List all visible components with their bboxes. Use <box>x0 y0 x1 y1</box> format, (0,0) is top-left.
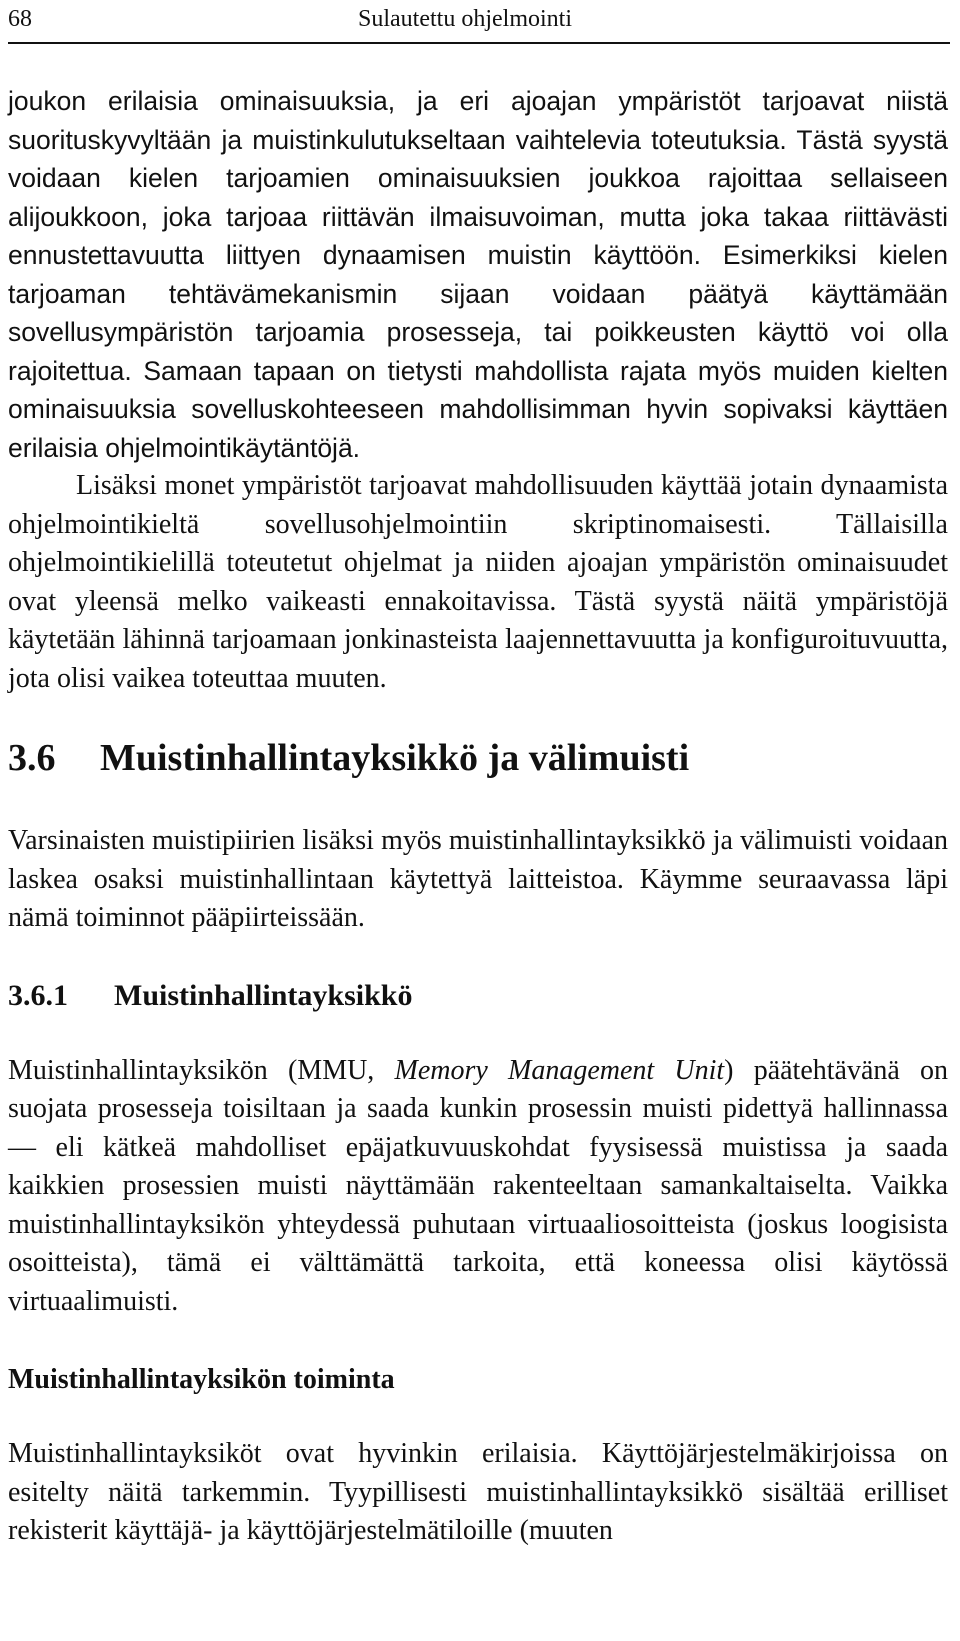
section-heading-3-6 <box>8 736 948 780</box>
mmu-text-rest: ) päätehtävänä on suojata prosesseja toisiltaan ja saada kunkin prosessin muisti pidettyä hallinnassa — eli kätkeä mahdolliset epäjatkuvuuskohdat fyysisessä muistissa ja saada kaikkien prosessien muisti näyttämään rakenteeltaan samankaltaiselta. Vaikka muistinhallintayksikön yhteydessä puhutaan virtuaaliosoitteista (joskus loogisista osoitteista), tämä ei välttämättä tarkoita, että koneessa olisi käytössä virtuaalimuisti. <box>8 1054 949 1317</box>
mmu-expansion-italic: Memory Management Unit <box>394 1054 725 1086</box>
paragraph-mmu-variety: Muistinhallintayksiköt ovat hyvinkin erilaisia. Käyttöjärjestelmäkirjoissa on esitelty näitä tarkemmin. Tyypillisesti muistinhallintayksikkö sisältää erilliset rekisterit käyttäjä- ja käyttöjärjestelmätiloille (muuten <box>8 1438 948 1546</box>
section-number: 3.6 <box>8 737 56 779</box>
paragraph-heading-mmu-operation: Muistinhallintayksikön toiminta <box>8 1364 395 1395</box>
mmu-text-start: Muistinhallintayksikön (MMU, <box>8 1054 395 1086</box>
paragraph-continuation: joukon erilaisia ominaisuuksia, ja eri ajoajan ympäristöt tarjoavat niistä suorituskyvyltään ja muistinkulutukseltaan vaihtelevia toteutuksia. Tästä syystä voidaan kielen tarjoamien ominaisuuksien joukkoa rajoittaa sellaiseen alijoukkoon, joka tarjoaa riittävän ilmaisuvoiman, mutta joka takaa riittävästi ennustettavuutta liittyen dynaamisen muistin käyttöön. Esimerkiksi kielen tarjoaman tehtävämekanismin sijaan voidaan päätyä käyttämään sovellusympäristön tarjoamia prosesseja, tai poikkeusten käyttö voi olla rajoitettua. Samaan tapaan on tietysti mahdollista rajata myös muiden kielten ominaisuuksia sovelluskohteeseen mahdollisimman hyvin sopivaksi käyttäen erilaisia ohjelmointikäytäntöjä. <box>8 86 948 463</box>
running-title: Sulautettu ohjelmointi <box>358 6 572 32</box>
running-header <box>8 0 950 44</box>
section-title: Muistinhallintayksikkö ja välimuisti <box>100 737 690 779</box>
paragraph-section-intro: Varsinaisten muistipiirien lisäksi myös muistinhallintayksikkö ja välimuisti voidaan laskea osaksi muistinhallintaan käytettyä laitteistoa. Käymme seuraavassa läpi nämä toiminnot pääpiirteissään. <box>8 825 948 933</box>
subsection-title: Muistinhallintayksikkö <box>114 978 413 1012</box>
page-number: 68 <box>8 6 32 32</box>
subsection-number: 3.6.1 <box>8 978 68 1012</box>
subsection-heading-3-6-1 <box>8 978 948 1014</box>
paragraph-scripting-environments: Lisäksi monet ympäristöt tarjoavat mahdollisuuden käyttää jotain dynaamista ohjelmointikieltä sovellusohjelmointiin skriptinomaisesti. Tällaisilla ohjelmointikielillä toteutetut ohjelmat ja niiden ajoajan ympäristön ominaisuudet ovat yleensä melko vaikeasti ennakoitavissa. Tästä syystä näitä ympäristöjä käytetään lähinnä tarjoamaan jonkinasteista laajennettavuutta ja konfiguroituvuutta, jota olisi vaikea toteuttaa muuten. <box>8 470 948 694</box>
body-text <box>8 82 948 1551</box>
paragraph-mmu-definition <box>8 1052 948 1322</box>
